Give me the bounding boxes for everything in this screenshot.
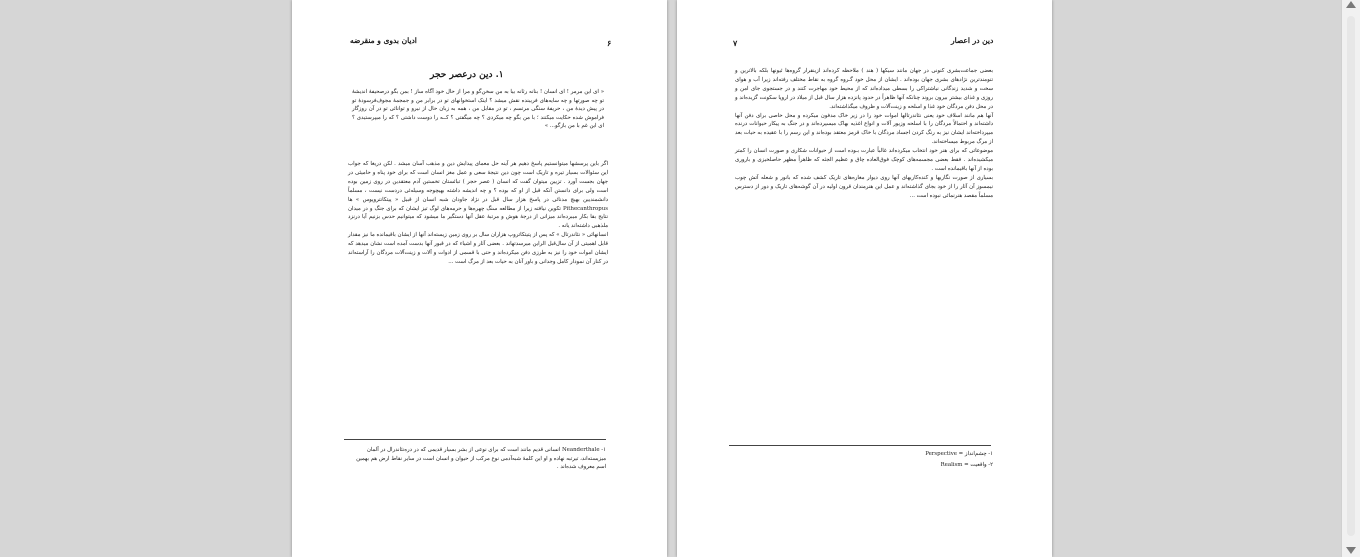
scroll-down-arrow-icon[interactable] xyxy=(1346,547,1356,554)
section-title: ۱. دین درعصر حجر xyxy=(430,70,504,80)
scroll-thumb[interactable] xyxy=(1347,16,1355,536)
running-header: دین در اعصار xyxy=(951,36,994,45)
running-header: ادیان بدوی و منقرضه xyxy=(350,36,417,45)
footnote-rule xyxy=(344,439,606,440)
vertical-scrollbar[interactable] xyxy=(1341,0,1360,557)
footnote-1: ۱- چشم‌انداز = Perspective xyxy=(925,451,993,457)
pdf-page-right xyxy=(677,0,1052,557)
footnote-rule xyxy=(729,445,991,446)
body-text: اگر باین پرسشها میتوانستیم پاسخ دهیم هر آینه حل معمای پیدایش دین و مذهب آسان میشد . لکن دریغا که جواب این سئوالات بسیار تیره و تاریک است چون دین نتیجهٔ سعی و عمل مغز انسان است که برای خود پناه و حامیئی در جهان بجست آورد . تزیین میتوان گفت که انسان ( عصر حجر ) تبائستان تخستین آدم معتقدین در روی زمین بوده است ولی برای دانستن آنکه قبل از او که بوده ؟ و چه اندیشه داشته بهیچوجه وسیله‌ئی دردست نیست ، مسلماً دانشمندیین بهیچ مدنائی در پاسخ هزار سال قبل در نژاد جاودان شبه انسان از قبیل « پیتکانتروپوس » ها Pithecanthropus تکوین نیافته زیرا از مطالعه سنگ چهره‌ها و حرمه‌های لوگ تیز ایشان که برای جنگ و در میدان نتایج بقا بکار میبرده‌اند میزانی از درجهٔ هوش و مرتبهٔ عقل آنها دستگیر ما میشود که میتوانیم حدس بزنیم آیا درنزد ملذهبی داشته‌اند یانه . انسانهائی « نئاندرتال » که پس از پتیتکاتروپ هزاران سال بر روی زمین زیسته‌اند آنها از ایشان باقیمانده ما نیز مقدار قابل اهمیتی از آن سال‌قبل الراین میرسدتهاند . بعضی آثار و اشیاء که در قبور آنها بدست آمده است نشان میدهد که ایشان اموات خود را نیز به طرزی دفن میکرده‌اند و حتی با قسمی از ادوات و آلات و زینت‌آلات مردگان را آراسته‌اند در کنار آن نمودار کامل وجدانی و باور آنان به حیات بعد از مرگ است ... xyxy=(348,161,608,265)
body-text: بعضی جماعت‌بشری کنونی در جهان مانند سیکها ( هند ) ملاحظه کرده‌اند ازینقرار گروه‌ها ئیونها بلکه بالاترین و تنومندترین نژادهای بشری جهان بوده‌اند . ایشان از محل خود گـروه گروه به نقاط مختلف رفته‌اند زیرا آب و هوای سخت و شدید زندگانی نیاشتراکی را بسطی میداده‌اند که از محیط خود مهاجرت کنند و در جستجوی جای امن و روزی و غذای بیشتر بیرون بروند چنانکه آنها ظاهراً در حدود پانزده هزار سال قبل از میلاد در اروپا سکونت گزیده‌اند و در محل دفن مردگان خود غذا و اسلحه و زینت‌آلات و ظروف میگذاشته‌اند. آنها هم مانند اسلاف خود یعنی نئاندرتالها اموات خود را در زیر خاک مدفون میکرده و محل خاصی برای دفن آنها داشته‌اند و احتمالاً مردگان را با اسلحه وزیور آلات و انواع اغذیه بهاک میسپرده‌اند و در جنگ به پیکار حیوانات درنده میپرداخته‌اند ایشان نیز به رنگ کردن اجساد مردگان با خاک قرمز معتقد بوده‌اند و این رسم را با عقیده به حیات بعد از مرگ مربوط میساخته‌اند. موضوعاتی که برای هنر خود انتخاب میکرده‌اند غالباً عبارت بـوده است از حیوانات شکاری و صورت انسان را کمتر میکشیده‌اند . فقط بعضی مجسمه‌های کوچک فوق‌العاده چاق و عظیم الجثه که ظاهراً مظهر حاصلخیزی و باروری بوده از آنها باقیمانده است . بسیاری از صورت نگاریها و کنده‌کاریهای آنها روی دیوار مغاره‌های تاریک کشف شده که بانور و شعله آتش چوب نیمسوز آن آثار را از خود بجای گذاشته‌اند و عمل این هنرمندان قرون اولیه در آن گوشه‌های تاریک و دور از دسترس مسلماً مقصد هنرنمائی نبوده است ... xyxy=(735,68,993,199)
scroll-up-arrow-icon[interactable] xyxy=(1346,1,1356,8)
page-number: ۷ xyxy=(733,38,738,48)
poem-quote: « ای این مرمر ! ای انسان ! بنانه رثانه بیا به من سخن‌گو و مرا از حال خود آگاه ساز ! بمن بگو درصحیفهٔ اندیشهٔ تو چه صورتها و چه سایه‌های فریبنده نقش میشد ؟ اینک استخوانهای تو در برابر من و جمجمهٔ مجوف‌فرسودهٔ تو در پیش دیدهٔ من ، حریفهٔ سنگی مرتسم ، تو در مقابل من ، همه به زبان حال از نیرو و توانائی تو در آن روزگار فراموش شده حکایت میکنند ؛ با من بگو چه میکردی ؟ چه میگفتی ؟ کــه را دوست داشتی ؟ که را میپرستیدی ؟ ای این غم با من بازگو... » xyxy=(352,89,604,129)
footnote: ۱- Neanderthale انسانی قدیم مانند است که برای نوعی از بشر بسیار قدیمی که در دره‌نئاندرال در آلمان میزیسته‌اند، تیرتبه نهاده و او این کلمهٔ شبه‌آدمی نوع مرکب از حیوان و انسان است در سایر نقاط ارض هم بهمین اسم معروف شده‌اند . xyxy=(356,447,606,470)
footnote-2: ۲- واقعیت = Realism xyxy=(940,462,993,468)
pdf-page-left xyxy=(292,0,667,557)
page-number: ۶ xyxy=(607,38,612,48)
